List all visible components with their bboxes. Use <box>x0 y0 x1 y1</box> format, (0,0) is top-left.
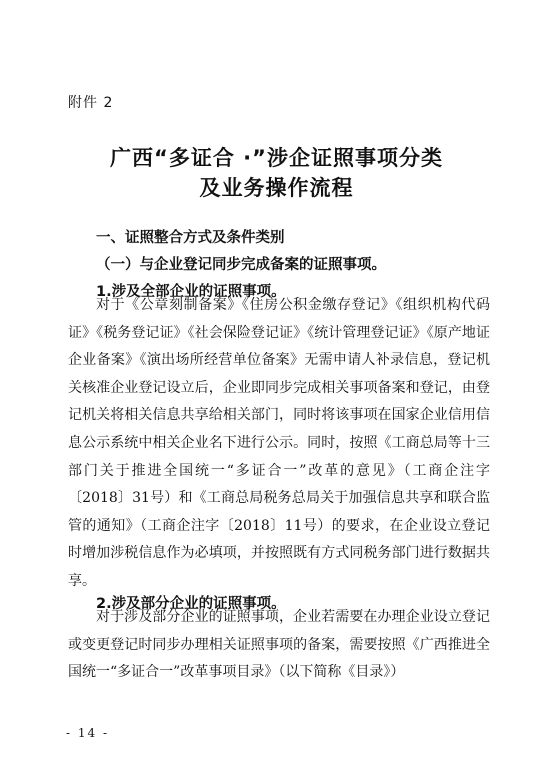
section-heading: 一、证照整合方式及条件类别 <box>96 230 285 246</box>
item-2-paragraph: 对于涉及部分企业的证照事项，企业若需要在办理企业设立登记或变更登记时同步办理相关证照事项的备案，需要按照《广西推进全国统一“多证合一”改革事项目录》（以下简称《目录》） <box>68 609 490 681</box>
item-2-heading: 2.涉及部分企业的证照事项。 <box>96 596 286 612</box>
attachment-label: 附件 2 <box>68 95 114 111</box>
item-1-heading: 1.涉及全部企业的证照事项。 <box>96 284 286 300</box>
subsection-heading: （一）与企业登记同步完成备案的证照事项。 <box>96 257 386 273</box>
page-number: - 14 - <box>66 726 110 740</box>
document-title-line-2: 及业务操作流程 <box>199 176 354 200</box>
item-1-paragraph: 对于《公章刻制备案》《住房公积金缴存登记》《组织机构代码证》《税务登记证》《社会保险登记证》《统计管理登记证》《原产地证企业备案》《演出场所经营单位备案》无需申请人补录信息，登记机关核准企业登记设立后，企业即同步完成相关事项备案和登记，由登记机关将相关信息共享给相关部门，同时将该事项在国家企业信用信息公示系统中相关企业名下进行公示。同时，按照《工商总局等十三部门关于推进全国统一“多证合一”改革的意见》（工商企注字〔2018〕31号）和《工商总局税务总局关于加强信息共享和联合监管的通知》（工商企注字〔2018〕11号）的要求，在企业设立登记时增加涉税信息作为必填项，并按照既有方式同税务部门进行数据共享。 <box>68 297 490 589</box>
document-title-line-1: 广西“多证合 ·”涉企证照事项分类 <box>110 146 443 170</box>
